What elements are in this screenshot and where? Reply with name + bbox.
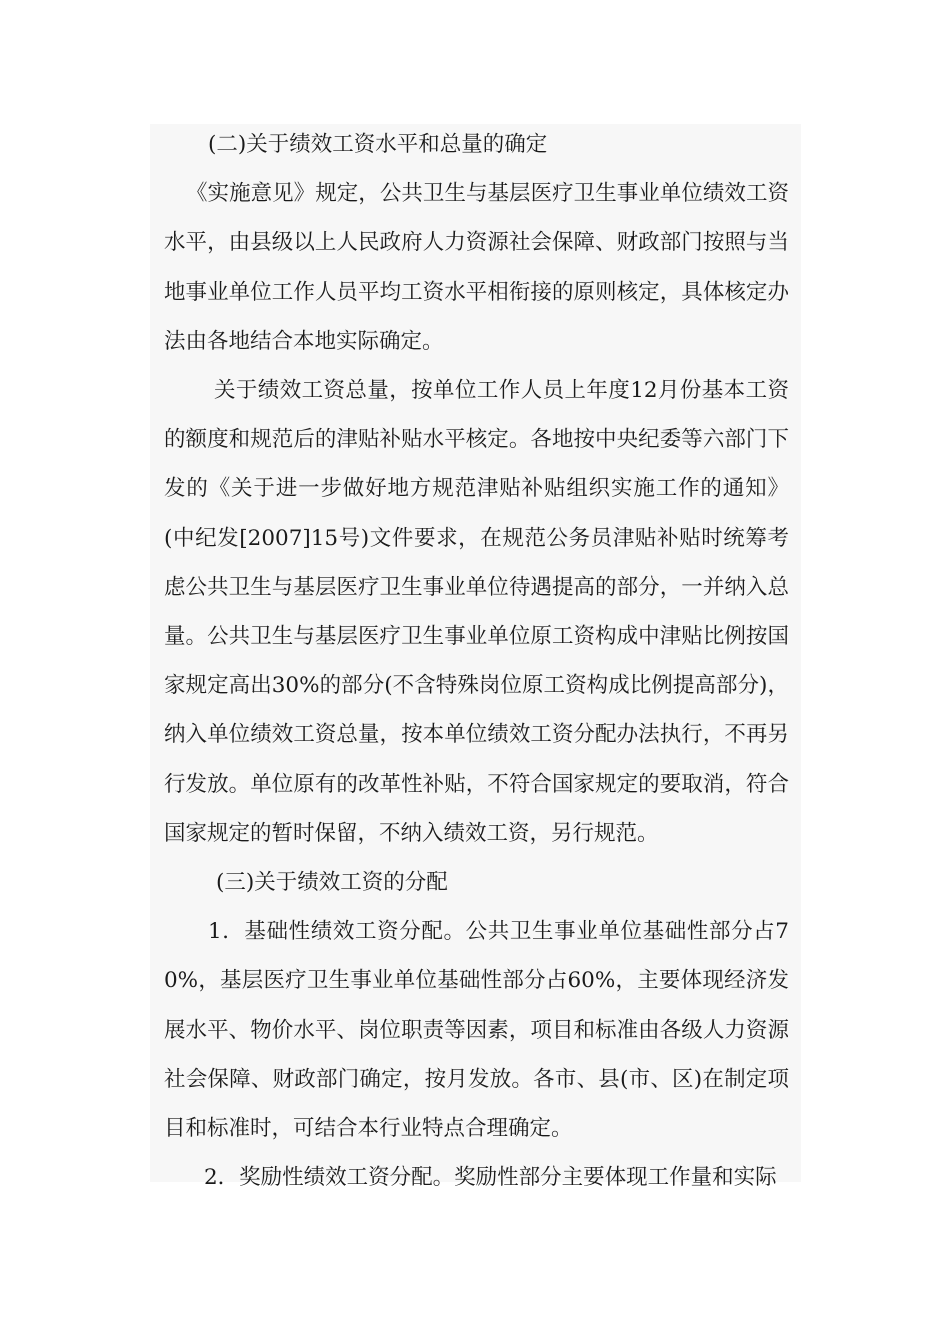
paragraph-implementation-opinion: 《实施意见》规定，公共卫生与基层医疗卫生事业单位绩效工资水平，由县级以上人民政府人力资源社会保障、财政部门按照与当地事业单位工作人员平均工资水平相衔接的原则核定，具体核定办法由各地结合本地实际确定。 (164, 181, 789, 354)
section-heading-2: (二)关于绩效工资水平和总量的确定 (208, 132, 548, 157)
section-heading-3: (三)关于绩效工资的分配 (216, 870, 448, 896)
paragraph-total-amount: 关于绩效工资总量，按单位工作人员上年度12月份基本工资的额度和规范后的津贴补贴水平核定。各地按中央纪委等六部门下发的《关于进一步做好地方规范津贴补贴组织实施工作的通知》(中纪发[2007]15号)文件要求，在规范公务员津贴补贴时统筹考虑公共卫生与基层医疗卫生事业单位待遇提高的部分，一并纳入总量。公共卫生与基层医疗卫生事业单位原工资构成中津贴比例按国家规定高出30%的部分(不含特殊岗位原工资构成比例提高部分)，纳入单位绩效工资总量，按本单位绩效工资分配办法执行，不再另行发放。单位原有的改革性补贴，不符合国家规定的要取消，符合国家规定的暂时保留，不纳入绩效工资，另行规范。 (164, 378, 789, 846)
list-item-incentive-pay: 2．奖励性绩效工资分配。奖励性部分主要体现工作量和实际 (204, 1165, 777, 1191)
document-body (164, 120, 789, 1202)
list-item-basic-pay: 1．基础性绩效工资分配。公共卫生事业单位基础性部分占70%，基层医疗卫生事业单位基础性部分占60%，主要体现经济发展水平、物价水平、岗位职责等因素，项目和标准由各级人力资源社会保障、财政部门确定，按月发放。各市、县(市、区)在制定项目和标准时，可结合本行业特点合理确定。 (164, 919, 789, 1142)
